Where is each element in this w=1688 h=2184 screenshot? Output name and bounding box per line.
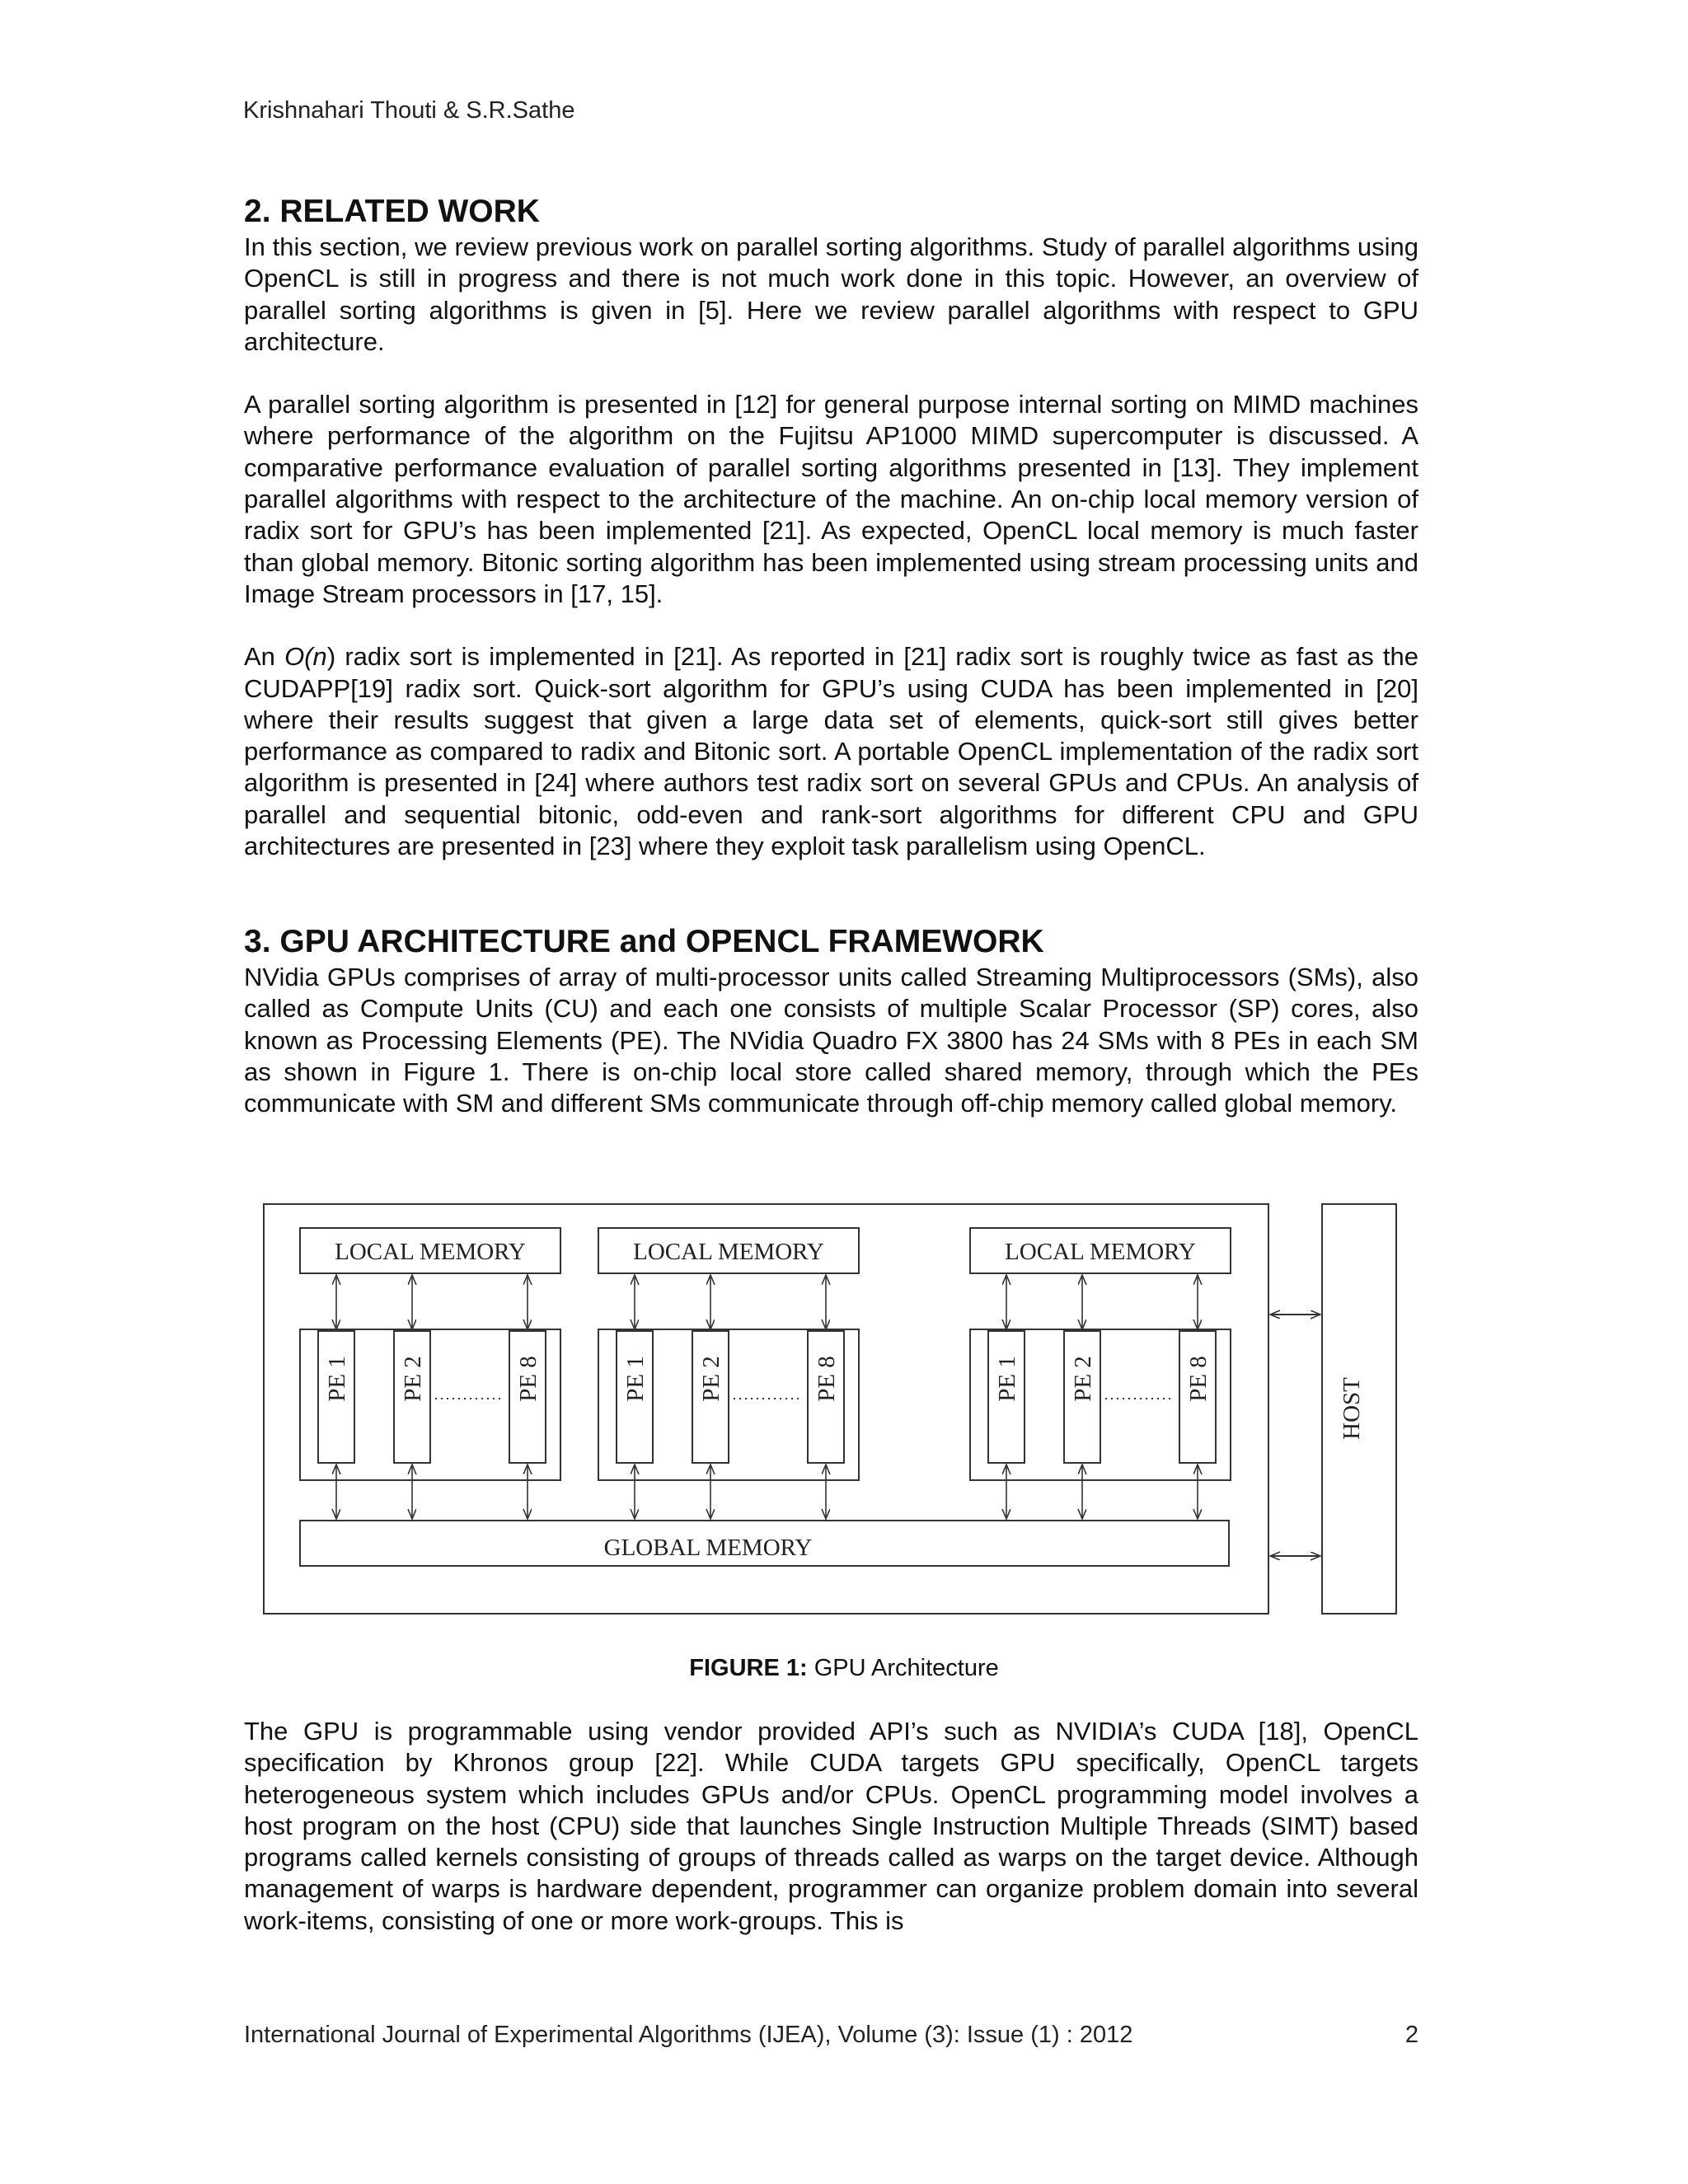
pe-group-frame xyxy=(300,1329,560,1480)
gpu-device-frame xyxy=(264,1204,1268,1614)
compute-unit xyxy=(300,1228,560,1519)
pe-label: PE 8 xyxy=(515,1356,542,1402)
figure-caption xyxy=(0,1655,1688,1682)
pe-label: PE 8 xyxy=(1185,1356,1212,1402)
processing-element-box xyxy=(1179,1331,1216,1463)
processing-element-box xyxy=(1064,1331,1100,1463)
pe-label: PE 1 xyxy=(994,1356,1020,1402)
processing-element-box xyxy=(988,1331,1025,1463)
compute-unit xyxy=(598,1228,859,1519)
section-related-work xyxy=(244,192,1418,862)
processing-element-box xyxy=(394,1331,430,1463)
pe-label: PE 2 xyxy=(400,1356,426,1402)
section-heading-gpu-architecture: 3. GPU ARCHITECTURE and OPENCL FRAMEWORK xyxy=(244,924,1044,959)
section-heading-related-work: 2. RELATED WORK xyxy=(244,194,540,229)
processing-element-box xyxy=(808,1331,844,1463)
pe-label: PE 2 xyxy=(1070,1356,1096,1402)
processing-element-box xyxy=(509,1331,546,1463)
caption-label: FIGURE 1: xyxy=(689,1655,808,1681)
body-text xyxy=(244,232,1418,862)
global-memory-label: GLOBAL MEMORY xyxy=(603,1535,813,1561)
running-head: Krishnahari Thouti & S.R.Sathe xyxy=(243,97,575,124)
host-box xyxy=(1322,1204,1396,1614)
body-text xyxy=(244,962,1418,1119)
pe-group-frame xyxy=(598,1329,859,1480)
section-gpu-architecture-continued xyxy=(244,1716,1418,1937)
processing-element-box xyxy=(617,1331,653,1463)
paragraph: A parallel sorting algorithm is presented in [12] for general purpose internal sorting on MIMD machines where performance of the algorithm on the Fujitsu AP1000 MIMD supercomputer is discussed. A comparative performance evaluation of parallel sorting algorithms presented in [13]. They implement parallel algorithms with respect to the architecture of the machine. An on-chip local memory version of radix sort for GPU’s has been implemented [21]. As expected, OpenCL local memory is much faster than global memory. Bitonic sorting algorithm has been implemented using stream processing units and Image Stream processors in [17, 15]. xyxy=(244,390,1418,608)
local-memory-label: LOCAL MEMORY xyxy=(335,1239,526,1265)
pe-label: PE 8 xyxy=(814,1356,840,1402)
processing-element-box xyxy=(318,1331,354,1463)
caption-text: GPU Architecture xyxy=(807,1655,999,1681)
page-footer xyxy=(244,2022,1418,2049)
journal-citation: International Journal of Experimental Algorithms (IJEA), Volume (3): Issue (1) : 2012 xyxy=(244,2022,1133,2048)
local-memory-box xyxy=(598,1228,859,1273)
paragraph-rest: ) radix sort is implemented in [21]. As reported in [21] radix sort is roughly twice as fast as the CUDAPP[19] radix sort. Quick-sort algorithm for GPU’s using CUDA has been implemented in [20] where their results suggest that given a large data set of elements, quick-sort still gives better performance as compared to radix and Bitonic sort. A portable OpenCL implementation of the radix sort algorithm is presented in [24] where authors test radix sort on several GPUs and CPUs. An analysis of parallel and sequential bitonic, odd-even and rank-sort algorithms for different CPU and GPU architectures are presented in [23] where they exploit task parallelism using OpenCL. xyxy=(244,642,1419,861)
paragraph-lead: An xyxy=(244,642,285,672)
host-label: HOST xyxy=(1339,1377,1365,1440)
big-o-notation: O(n xyxy=(284,642,327,672)
processing-element-box xyxy=(692,1331,729,1463)
compute-unit xyxy=(970,1228,1231,1519)
paragraph: The GPU is programmable using vendor provided API’s such as NVIDIA’s CUDA [18], OpenCL specification by Khronos group [22]. While CUDA targets GPU specifically, OpenCL targets heterogeneous system which includes GPUs and/or CPUs. OpenCL programming model involves a host program on the host (CPU) side that launches Single Instruction Multiple Threads (SIMT) based programs called kernels consisting of groups of threads called as warps on the target device. Although management of warps is hardware dependent, programmer can organize problem domain into several work-items, consisting of one or more work-groups. This is xyxy=(244,1717,1418,1935)
pe-label: PE 2 xyxy=(698,1356,724,1402)
paragraph: NVidia GPUs comprises of array of multi-processor units called Streaming Multiprocessors (SMs), also called as Compute Units (CU) and each one consists of multiple Scalar Processor (SP) cores, also known as Processing Elements (PE). The NVidia Quadro FX 3800 has 24 SMs with 8 PEs in each SM as shown in Figure 1. There is on-chip local store called shared memory, through which the PEs communicate with SM and different SMs communicate through off-chip memory called global memory. xyxy=(244,963,1418,1118)
section-gpu-architecture xyxy=(244,922,1418,1119)
local-memory-box xyxy=(300,1228,560,1273)
global-memory-box xyxy=(300,1521,1229,1566)
paragraph xyxy=(244,641,1418,862)
local-memory-box xyxy=(970,1228,1231,1273)
local-memory-label: LOCAL MEMORY xyxy=(1005,1239,1196,1265)
body-text xyxy=(244,1716,1418,1937)
pe-group-frame xyxy=(970,1329,1231,1480)
pe-label: PE 1 xyxy=(622,1356,649,1402)
pe-label: PE 1 xyxy=(324,1356,350,1402)
local-memory-label: LOCAL MEMORY xyxy=(633,1239,824,1265)
page-number: 2 xyxy=(1404,2022,1418,2048)
paragraph: In this section, we review previous work on parallel sorting algorithms. Study of parallel algorithms using OpenCL is still in progress and there is not much work done in this topic. However, an overview of parallel sorting algorithms is given in [5]. Here we review parallel algorithms with respect to GPU architecture. xyxy=(244,232,1418,356)
